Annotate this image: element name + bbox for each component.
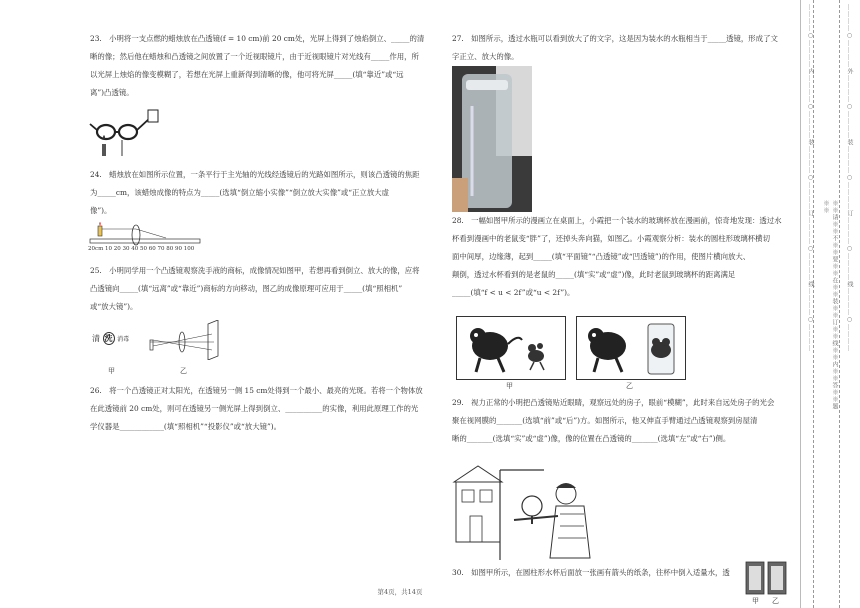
q24-line-2: 为_____cm，该蜡烛成像的特点为_____(选填“倒立缩小实像”“倒立放大实像”或“正立放大虚 (90, 188, 389, 197)
q23-line-4: 离”)凸透镜。 (90, 88, 134, 97)
question-24 (90, 166, 430, 220)
q29-figure-boy-with-lens (452, 460, 594, 562)
q23-line-1: 23. 小明将一支点燃的蜡烛放在凸透镜(f = 10 cm)前 20 cm处，光屏上得到了烛焰倒立、_____的清 (90, 34, 425, 43)
question-30 (452, 564, 752, 582)
binding-warning-text: ※※请※※不※※要※※在※※装※※订※※线※※内※※答※※题※※ (822, 200, 838, 410)
q25-line-2: 凸透镜向_____(填“远离”或“靠近”)商标的方向移动，图乙的成像原理可应用于_____(填“照相机” (90, 284, 403, 293)
q25-label-char-magnified: 洗 (104, 333, 113, 343)
binding-text-inner: …………○…………内…………○…………装…………○…………订…………○…………线…………○………… (807, 4, 814, 352)
q27-line-2: 字正立、放大的像。 (452, 52, 519, 61)
q28-figure-jia-cartoon (456, 316, 566, 380)
q25-label-char-3: 消毒 (117, 336, 130, 343)
question-28 (452, 212, 792, 302)
q28-fig-label-jia: 甲 (506, 382, 513, 390)
q30-line-1: 30. 如图甲所示，在圆柱形水杯后面放一张画有箭头的纸条，往杯中倒入适量水，透 (452, 568, 730, 577)
q28-line-3: 面中间厚，边缘薄，起到_____(填“平面镜”“凸透镜”或“凹透镜”)的作用，使图片横向放大、 (452, 252, 751, 261)
q28-figure-yi-cartoon (576, 316, 686, 380)
q29-line-2: 聚在视网膜的_______(选填“前”或“后”)方。如图所示，他又伸直手臂通过凸透镜观察到房屋清 (452, 416, 758, 425)
q23-figure-glasses (88, 106, 166, 162)
q25-line-1: 25. 小明同学用一个凸透镜观察洗手液的商标，成像情况如图甲，若想再看到倒立、放大的像，应将 (90, 266, 420, 275)
q25-fig-label-jia: 甲 (108, 367, 115, 375)
q25-figure-jia (92, 332, 134, 354)
q28-line-1: 28. 一幅如图甲所示的漫画立在桌面上，小霞把一个装水的玻璃杯放在漫画前，惊奇地发现：透过水 (452, 216, 782, 225)
q25-line-3: 或“放大镜”)。 (90, 302, 138, 311)
question-29 (452, 394, 792, 448)
binding-text-outer: …………○…………外…………○…………装…………○…………订…………○…………线…………○………… (846, 4, 853, 352)
page-number: 第4页，共14页 (377, 588, 423, 596)
q23-line-3: 以光屏上烛焰的像变模糊了，若想在光屏上重新得到清晰的像，他可将光屏_____(填“靠近”或“远 (90, 70, 404, 79)
q29-line-1: 29. 视力正常的小明把凸透镜贴近眼睛，观察远处的房子，眼前“模糊”，此时来自远处房子的光会 (452, 398, 775, 407)
q28-fig-label-yi: 乙 (626, 382, 633, 390)
q25-figure-yi (146, 320, 220, 360)
question-25 (90, 262, 430, 316)
q27-figure-water-bottle-photo (452, 66, 532, 212)
binding-line-inner (839, 0, 840, 608)
q25-fig-label-yi: 乙 (180, 367, 187, 375)
q28-line-4: 颠倒，透过水杯看到的是老鼠的_____(填“实”或“虚”)像，此时老鼠到玻璃杯的距离满足 (452, 270, 736, 279)
q26-line-3: 学仪器是____________(填“照相机”“投影仪”或“放大镜”)。 (90, 422, 282, 431)
q26-line-2: 在此透镜前 20 cm处，则可在透镜另一侧光屏上得到倒立、__________的实像，利用此原理工作的光 (90, 404, 419, 413)
q28-line-2: 杯看到漫画中的老鼠变“胖”了，还掉头奔向猫，如图乙。小霞观察分析：装水的圆柱形玻璃杯横切 (452, 234, 770, 243)
q30-fig-label-yi: 乙 (772, 597, 779, 605)
binding-strip (800, 0, 860, 608)
q29-line-3: 晰的_______(选填“实”或“虚”)像，像的位置在凸透镜的_______(选填“左”或“右”)侧。 (452, 434, 731, 443)
q26-line-1: 26. 将一个凸透镜正对太阳光，在透镜另一侧 15 cm处得到一个最小、最亮的光斑。若将一个物体放 (90, 386, 423, 395)
q30-fig-label-jia: 甲 (752, 597, 759, 605)
q24-ruler-labels: 20cm 10 20 30 40 50 60 70 80 90 100 (88, 246, 195, 252)
q24-line-1: 24. 蜡烛放在如图所示位置，一条平行于主光轴的光线经透镜后的光路如图所示，则该凸透镜的焦距 (90, 170, 420, 179)
question-23 (90, 30, 430, 102)
q28-line-5: _____(填“f < u < 2f”或“u < 2f”)。 (452, 288, 575, 297)
q27-line-1: 27. 如图所示，透过水瓶可以看到放大了的文字，这是因为装水的水瓶相当于_____透镜，形成了文 (452, 34, 778, 43)
q23-line-2: 晰的像；然后他在蜡烛和凸透镜之间放置了一个近视眼镜片，由于近视眼镜片对光线有_____作用，所 (90, 52, 419, 61)
question-26 (90, 382, 430, 436)
q25-label-char-1: 清 (92, 334, 100, 343)
q24-line-3: 像”)。 (90, 206, 112, 215)
question-27 (452, 30, 792, 66)
